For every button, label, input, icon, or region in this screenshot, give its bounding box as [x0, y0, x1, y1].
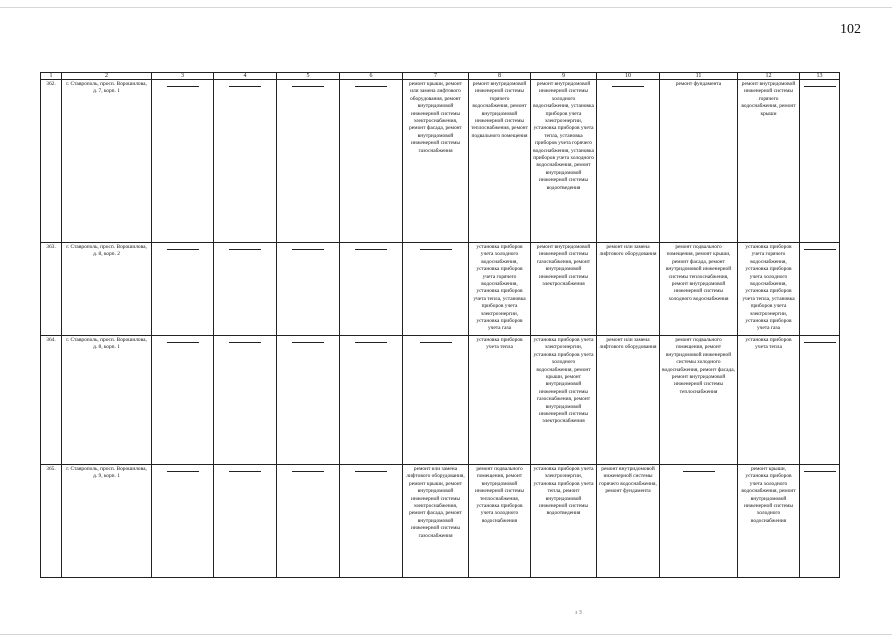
column-header-1: 1 — [41, 73, 62, 80]
dash-mark — [167, 249, 199, 250]
empty-cell-c11 — [660, 465, 738, 578]
address-cell: г. Ставрополь, просп. Ворошилова, д. 9, корп. 1 — [62, 465, 152, 578]
dash-mark — [292, 86, 324, 87]
dash-mark — [229, 471, 261, 472]
work-cell-c8: ремонт внутридомовой инженерной системы горячего водоснабжения, ремонт внутридомовой инженерной системы теплоснабжения, ремонт подвального помещения — [469, 80, 531, 243]
dash-mark — [355, 471, 387, 472]
empty-cell-c13 — [800, 80, 840, 243]
table-row — [41, 336, 840, 465]
dash-mark — [229, 342, 261, 343]
column-header-13: 13 — [800, 73, 840, 80]
empty-cell-c5 — [277, 465, 340, 578]
work-cell-c7: ремонт или замена лифтового оборудования, ремонт крыши, ремонт внутридомовой инженерной системы электроснабжения, ремонт фасада, ремонт внутридомовой инженерной системы газоснабжения — [403, 465, 469, 578]
row-number: 362. — [41, 80, 62, 243]
empty-cell-c3 — [152, 243, 214, 336]
row-number: 364. — [41, 336, 62, 465]
work-cell-c11: ремонт подвального помещения, ремонт внутридомовой инженерной системы холодного водоснабжения, ремонт фасада, ремонт внутридомовой инженерной системы теплоснабжения — [660, 336, 738, 465]
scan-edge-top — [0, 7, 892, 8]
empty-cell-c10 — [597, 80, 660, 243]
work-cell-c11: ремонт фундамента — [660, 80, 738, 243]
empty-cell-c5 — [277, 80, 340, 243]
table-header — [41, 73, 840, 80]
table-body — [41, 80, 840, 578]
empty-cell-c7 — [403, 243, 469, 336]
dash-mark — [804, 342, 836, 343]
address-cell: г. Ставрополь, просп. Ворошилова, д. 8, корп. 2 — [62, 243, 152, 336]
dash-mark — [612, 86, 644, 87]
dash-mark — [167, 471, 199, 472]
dash-mark — [804, 249, 836, 250]
dash-mark — [229, 86, 261, 87]
empty-cell-c7 — [403, 336, 469, 465]
empty-cell-c3 — [152, 336, 214, 465]
dash-mark — [167, 86, 199, 87]
empty-cell-c13 — [800, 465, 840, 578]
address-cell: г. Ставрополь, просп. Ворошилова, д. 8, корп. 1 — [62, 336, 152, 465]
work-cell-c8: установка приборов учета тепла — [469, 336, 531, 465]
work-cell-c12: ремонт внутридомовой инженерной системы горячего водоснабжения, ремонт крыши — [738, 80, 800, 243]
empty-cell-c4 — [214, 80, 277, 243]
empty-cell-c6 — [340, 336, 403, 465]
column-header-5: 5 — [277, 73, 340, 80]
work-cell-c12: ремонт крыши, установка приборов учета холодного водоснабжения, ремонт внутридомовой инженерной системы холодного водоснабжения — [738, 465, 800, 578]
column-header-12: 12 — [738, 73, 800, 80]
scan-edge-bottom — [0, 634, 892, 635]
table-row — [41, 243, 840, 336]
empty-cell-c5 — [277, 336, 340, 465]
dash-mark — [292, 471, 324, 472]
dash-mark — [167, 342, 199, 343]
dash-mark — [355, 86, 387, 87]
page-number: 102 — [840, 22, 861, 37]
work-cell-c10: ремонт или замена лифтового оборудования — [597, 243, 660, 336]
scan-mark: з З — [575, 610, 582, 616]
work-cell-c12: установка приборов учета горячего водоснабжения, установка приборов учета холодного водоснабжения, установка приборов учета тепла, установка приборов учета электроэнергии, установка приборов учета газа — [738, 243, 800, 336]
column-header-6: 6 — [340, 73, 403, 80]
empty-cell-c5 — [277, 243, 340, 336]
dash-mark — [292, 249, 324, 250]
empty-cell-c6 — [340, 465, 403, 578]
empty-cell-c4 — [214, 336, 277, 465]
work-cell-c10: ремонт или замена лифтового оборудования — [597, 336, 660, 465]
empty-cell-c3 — [152, 80, 214, 243]
empty-cell-c3 — [152, 465, 214, 578]
empty-cell-c4 — [214, 243, 277, 336]
empty-cell-c13 — [800, 336, 840, 465]
table-row — [41, 465, 840, 578]
column-header-3: 3 — [152, 73, 214, 80]
work-cell-c9: ремонт внутридомовой инженерной системы газоснабжения, ремонт внутридомовой инженерной системы электроснабжения — [531, 243, 597, 336]
work-cell-c9: установка приборов учета электроэнергии, установка приборов учета тепла, ремонт внутридомовой инженерной системы водоотведения — [531, 465, 597, 578]
dash-mark — [420, 342, 452, 343]
dash-mark — [683, 471, 715, 472]
column-header-2: 2 — [62, 73, 152, 80]
work-cell-c9: ремонт внутридомовой инженерной системы холодного водоснабжения, установка приборов учета электроэнергии, установка приборов учета тепла, установка приборов учета горячего водоснабжения, установка приборов учета холодного водоснабжения, ремонт внутридомовой инженерной системы водоотведения — [531, 80, 597, 243]
work-cell-c8: установка приборов учета холодного водоснабжения, установка приборов учета горячего водоснабжения, установка приборов учета тепла, установка приборов учета электроэнергии, установка приборов учета газа — [469, 243, 531, 336]
empty-cell-c13 — [800, 243, 840, 336]
dash-mark — [804, 471, 836, 472]
address-cell: г. Ставрополь, просп. Ворошилова, д. 7, корп. 1 — [62, 80, 152, 243]
housing-repair-table — [40, 72, 840, 578]
dash-mark — [229, 249, 261, 250]
dash-mark — [292, 342, 324, 343]
work-cell-c8: ремонт подвального помещения, ремонт внутридомовой инженерной системы теплоснабжения, установка приборов учета холодного водоснабжения — [469, 465, 531, 578]
column-number-row — [41, 73, 840, 80]
empty-cell-c6 — [340, 243, 403, 336]
row-number: 363. — [41, 243, 62, 336]
row-number: 365. — [41, 465, 62, 578]
empty-cell-c6 — [340, 80, 403, 243]
column-header-4: 4 — [214, 73, 277, 80]
dash-mark — [355, 342, 387, 343]
work-cell-c12: установка приборов учета тепла — [738, 336, 800, 465]
dash-mark — [804, 86, 836, 87]
empty-cell-c4 — [214, 465, 277, 578]
column-header-11: 11 — [660, 73, 738, 80]
table-row — [41, 80, 840, 243]
column-header-7: 7 — [403, 73, 469, 80]
work-cell-c9: установка приборов учета электроэнергии, установка приборов учета холодного водоснабжения, ремонт крыши, ремонт внутридомовой инженерной системы газоснабжения, ремонт внутридомовой инженерной системы электроснабжения — [531, 336, 597, 465]
column-header-10: 10 — [597, 73, 660, 80]
work-cell-c7: ремонт крыши, ремонт или замена лифтового оборудования, ремонт внутридомовой инженерной системы электроснабжения, ремонт фасада, ремонт внутридомовой инженерной системы газоснабжения — [403, 80, 469, 243]
column-header-9: 9 — [531, 73, 597, 80]
work-cell-c11: ремонт подвального помещения, ремонт крыши, ремонт фасада, ремонт внутридомовой инженерной системы теплоснабжения, ремонт внутридомовой инженерной системы холодного водоснабжения — [660, 243, 738, 336]
dash-mark — [420, 249, 452, 250]
dash-mark — [355, 249, 387, 250]
column-header-8: 8 — [469, 73, 531, 80]
work-cell-c10: ремонт внутридомовой инженерной системы горячего водоснабжения, ремонт фундамента — [597, 465, 660, 578]
